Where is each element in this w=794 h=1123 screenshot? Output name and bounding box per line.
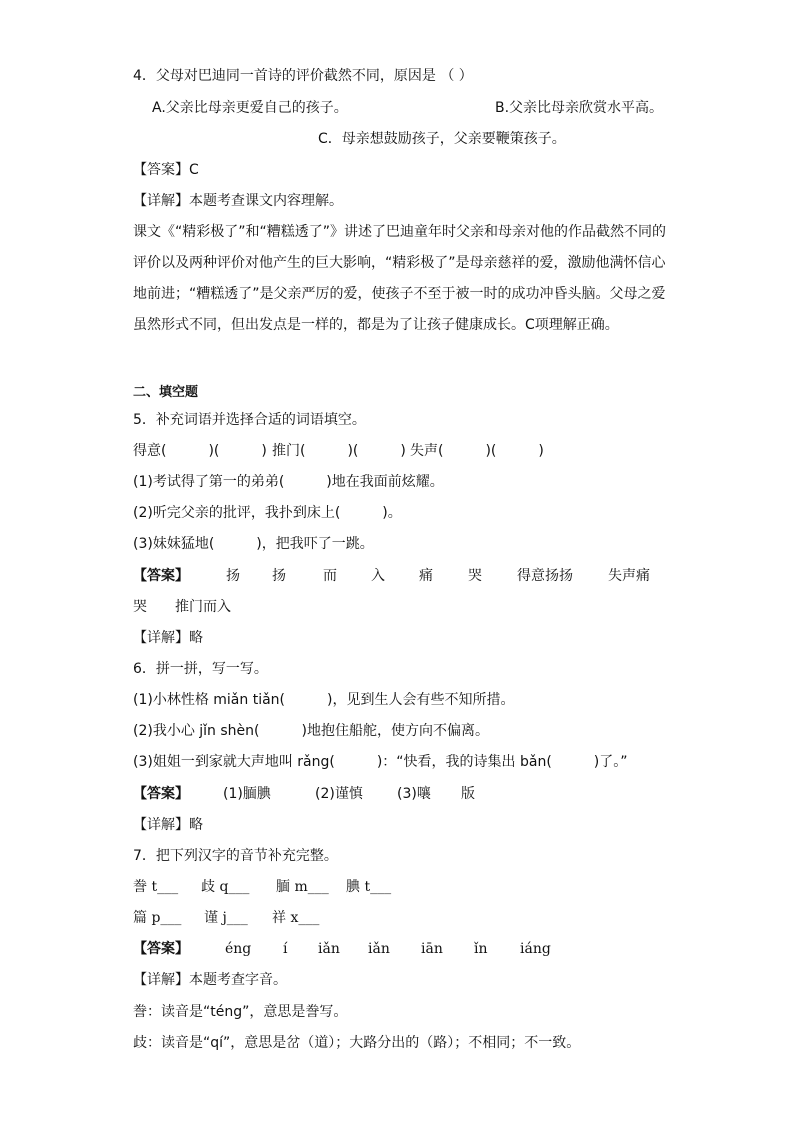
q6-answer-item: 版 <box>461 786 475 802</box>
q5-detail: 【详解】略 <box>133 630 203 646</box>
q5-word-2: 推门( )( ) <box>272 443 406 459</box>
q7-syllable-item: 篇 p___ <box>133 910 182 926</box>
q5-answer-item: 痛 <box>419 568 433 584</box>
q4-detail-label: 【详解】本题考查课文内容理解。 <box>133 193 343 209</box>
q6-answer-item: (2)谨慎 <box>315 786 363 802</box>
q6-answer-item: (1)腼腆 <box>223 786 271 802</box>
q5-sentence-1: (1)考试得了第一的弟弟( )地在我面前炫耀。 <box>133 474 444 490</box>
q7-explanation-1: 誊：读音是“téng”，意思是誊写。 <box>133 1004 348 1020</box>
q7-answer-label: 【答案】 <box>133 941 189 957</box>
q4-answer: 【答案】C <box>133 162 199 178</box>
q4-option-c: C．母亲想鼓励孩子，父亲要鞭策孩子。 <box>318 131 566 147</box>
q7-answer-row <box>133 939 663 959</box>
q6-answer-item: (3)嚷 <box>397 786 431 802</box>
q5-answer-item: 而 <box>323 568 337 584</box>
q7-syllable-item: 谨 j___ <box>204 910 248 926</box>
q5-word-1: 得意( )( ) <box>133 443 267 459</box>
q7-answer-item: iǎn <box>368 941 390 957</box>
q5-sentence-3: (3)妹妹猛地( )，把我吓了一跳。 <box>133 536 374 552</box>
section-title: 二、填空题 <box>133 385 199 400</box>
q7-answer-item: éng <box>225 941 252 957</box>
q6-detail: 【详解】略 <box>133 817 203 833</box>
q7-syllable-item: 腼 m___ <box>276 879 329 895</box>
q6-stem: 6．拼一拼，写一写。 <box>133 661 268 677</box>
q4-option-b: B.父亲比母亲欣赏水平高。 <box>495 100 664 116</box>
q5-answer-label: 【答案】 <box>133 568 189 584</box>
q5-answer-item: 失声痛 <box>608 568 650 584</box>
q6-answer-row <box>133 784 663 804</box>
q7-syllable-item: 祥 x___ <box>272 910 320 926</box>
q5-answer-item: 哭 <box>468 568 482 584</box>
q7-syllable-item: 歧 q___ <box>201 879 250 895</box>
q7-answer-item: iān <box>421 941 443 957</box>
q4-option-a: A.父亲比母亲更爱自己的孩子。 <box>152 100 348 116</box>
q7-answer-item: iáng <box>520 941 551 957</box>
q7-syllable-item: 腆 t___ <box>346 879 392 895</box>
q4-explanation-line: 评价以及两种评价对他产生的巨大影响，“精彩极了”是母亲慈祥的爱，激励他满怀信心 <box>133 255 666 271</box>
q5-word-3: 失声( )( ) <box>410 443 544 459</box>
q7-syllable-item: 誊 t___ <box>133 879 179 895</box>
q5-answer-item: 得意扬扬 <box>517 568 573 584</box>
q5-answer-item: 扬 <box>226 568 240 584</box>
q6-sentence-2: (2)我小心 jǐn shèn( )地抱住船舵，使方向不偏离。 <box>133 723 489 739</box>
q4-explanation-line: 地前进；“糟糕透了”是父亲严厉的爱，使孩子不至于被一时的成功冲昏头脑。父母之爱 <box>133 286 666 302</box>
q4-stem: 4．父母对巴迪同一首诗的评价截然不同，原因是 （ ） <box>133 68 473 84</box>
q4-explanation-line: 虽然形式不同，但出发点是一样的，都是为了让孩子健康成长。C项理解正确。 <box>133 317 619 333</box>
q5-answer-continued: 哭 推门而入 <box>133 599 231 615</box>
q6-sentence-1: (1)小林性格 miǎn tiǎn( )，见到生人会有些不知所措。 <box>133 692 515 708</box>
q5-answer-row <box>133 566 663 586</box>
q5-answer-item: 扬 <box>272 568 286 584</box>
q5-answer-item: 入 <box>371 568 385 584</box>
q5-sentence-2: (2)听完父亲的批评，我扑到床上( )。 <box>133 505 402 521</box>
q6-sentence-3: (3)姐姐一到家就大声地叫 rǎng( )：“快看，我的诗集出 bǎn( )了。” <box>133 754 628 770</box>
q7-answer-item: ǐn <box>474 941 488 957</box>
q7-explanation-2: 歧：读音是“qí”，意思是岔（道）；大路分出的（路）；不相同；不一致。 <box>133 1035 581 1051</box>
q7-detail: 【详解】本题考查字音。 <box>133 972 287 988</box>
q7-answer-item: iǎn <box>318 941 340 957</box>
q6-answer-label: 【答案】 <box>133 786 189 802</box>
q7-stem: 7．把下列汉字的音节补充完整。 <box>133 848 338 864</box>
q7-answer-item: í <box>283 941 288 957</box>
q4-explanation-line: 课文《“精彩极了”和“糟糕透了”》讲述了巴迪童年时父亲和母亲对他的作品截然不同的 <box>133 224 667 240</box>
q5-stem: 5．补充词语并选择合适的词语填空。 <box>133 412 366 428</box>
